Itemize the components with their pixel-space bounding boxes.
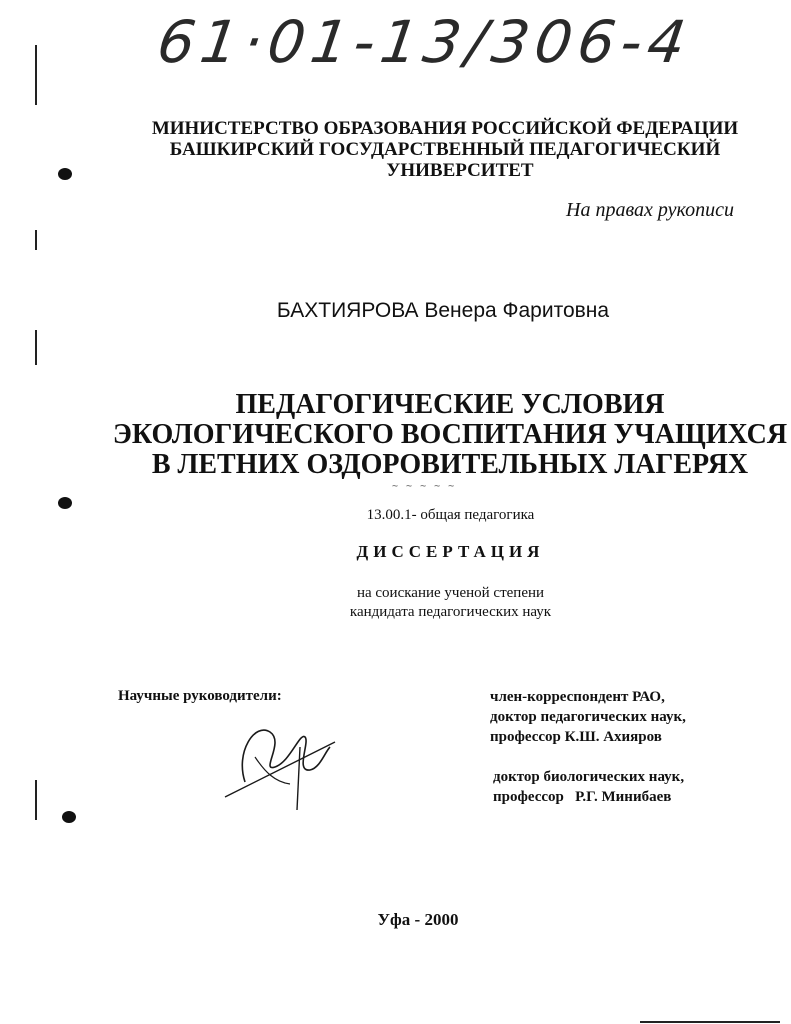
supervisor-line: профессор К.Ш. Ахияров [490, 729, 662, 745]
scan-margin-line [35, 230, 37, 250]
supervisor-first [490, 687, 686, 747]
specialty-code: 13.00.1- общая педагогика [366, 507, 535, 523]
punch-hole-mark [58, 168, 72, 180]
scan-edge-mark [640, 1021, 780, 1023]
supervisors-label: Научные руководители: [118, 688, 282, 704]
document-type: ДИССЕРТАЦИЯ [356, 542, 545, 561]
ministry-line: МИНИСТЕРСТВО ОБРАЗОВАНИЯ РОССИЙСКОЙ ФЕДЕРАЦИИ [151, 118, 739, 139]
supervisor-line: доктор биологических наук, [493, 769, 685, 785]
institution-header [100, 118, 790, 181]
supervisor-line: профессор Р.Г. Минибаев [493, 789, 672, 805]
faint-stamp-mark: ~ ~ ~ ~ ~ [392, 481, 456, 492]
supervisor-second [493, 767, 684, 807]
degree-line: на соискание ученой степени [356, 585, 545, 601]
university-line: БАШКИРСКИЙ ГОСУДАРСТВЕННЫЙ ПЕДАГОГИЧЕСКИЙ [169, 139, 721, 160]
manuscript-note: На правах рукописи [566, 199, 734, 221]
title-line: В ЛЕТНИХ ОЗДОРОВИТЕЛЬНЫХ ЛАГЕРЯХ [151, 449, 749, 480]
supervisor-line: член-корреспондент РАО, [490, 689, 665, 705]
dissertation-title [80, 390, 791, 480]
degree-statement [0, 584, 791, 622]
supervisor-line: доктор педагогических наук, [490, 709, 686, 725]
author-name: БАХТИЯРОВА Венера Фаритовна [276, 299, 610, 322]
title-line: ПЕДАГОГИЧЕСКИЕ УСЛОВИЯ [235, 389, 665, 420]
scan-margin-line [35, 780, 37, 820]
scan-margin-line [35, 330, 37, 365]
handwritten-code-text: 61·01-13/306-4 [153, 8, 696, 76]
scan-margin-line [35, 45, 37, 105]
degree-line: кандидата педагогических наук [349, 604, 552, 620]
handwritten-archive-code [150, 0, 696, 110]
handwritten-signature [215, 712, 345, 812]
punch-hole-mark [62, 811, 76, 823]
city-year: Уфа - 2000 [377, 910, 459, 929]
title-line: ЭКОЛОГИЧЕСКОГО ВОСПИТАНИЯ УЧАЩИХСЯ [112, 419, 788, 450]
university-line-2: УНИВЕРСИТЕТ [386, 160, 534, 181]
